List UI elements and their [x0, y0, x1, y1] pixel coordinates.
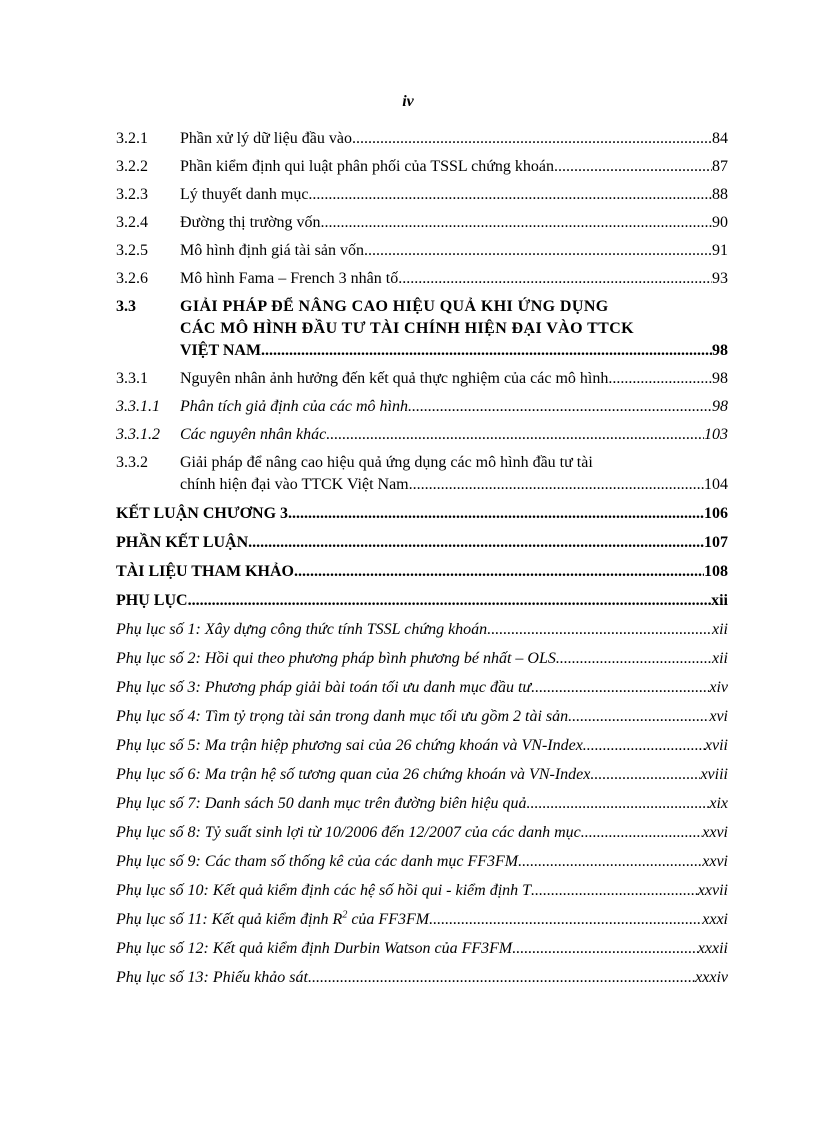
toc-entry-3-2-1[interactable] [116, 128, 728, 150]
dot-leader [308, 184, 712, 206]
section-number: 3.2.5 [116, 242, 148, 259]
entry-title [116, 909, 429, 931]
entry-title: KẾT LUẬN CHƯƠNG 3 [116, 505, 289, 522]
toc-entry-appendix-10[interactable] [116, 880, 728, 902]
page-ref: xxvii [697, 882, 728, 899]
dot-leader [581, 822, 702, 844]
dot-leader [527, 793, 710, 815]
dot-leader [408, 396, 712, 418]
dot-leader [261, 340, 712, 362]
entry-title: Nguyên nhân ảnh hưởng đến kết quả thực nghiệm của các mô hình [180, 370, 609, 387]
dot-leader [248, 532, 704, 554]
dot-leader [429, 909, 702, 931]
toc-entry-phu-luc[interactable] [116, 590, 728, 612]
page-ref: xvi [709, 708, 728, 725]
dot-leader [326, 424, 704, 446]
entry-title-line-2: CÁC MÔ HÌNH ĐẦU TƯ TÀI CHÍNH HIỆN ĐẠI VÀO TTCK [180, 320, 635, 337]
section-number: 3.2.4 [116, 214, 148, 231]
toc-entry-appendix-7[interactable] [116, 793, 728, 815]
page-ref: xxxiv [695, 969, 728, 986]
toc-entry-appendix-4[interactable] [116, 706, 728, 728]
table-of-contents [116, 128, 728, 989]
entry-title: Phụ lục số 3: Phương pháp giải bài toán tối ưu danh mục đầu tư [116, 679, 532, 696]
page-ref: 103 [704, 426, 728, 443]
entry-title: Lý thuyết danh mục [180, 186, 309, 203]
dot-leader [608, 368, 712, 390]
page-ref: 98 [712, 342, 728, 359]
dot-leader [352, 128, 712, 150]
entry-title-line-2: chính hiện đại vào TTCK Việt Nam [180, 476, 409, 493]
page-ref: xxvi [702, 853, 728, 870]
toc-entry-appendix-3[interactable] [116, 677, 728, 699]
page-ref: 98 [712, 398, 728, 415]
entry-title: Các nguyên nhân khác [180, 426, 327, 443]
superscript: 2 [342, 909, 348, 921]
entry-title: Phụ lục số 10: Kết quả kiểm định các hệ số hồi qui - kiểm định T [116, 882, 532, 899]
entry-title-part-a: Phụ lục số 11: Kết quả kiểm định R [116, 911, 343, 928]
page-ref: xxxii [697, 940, 728, 957]
page-ref: 87 [712, 158, 728, 175]
page-ref: 93 [712, 270, 728, 287]
entry-title-line-1: Giải pháp để nâng cao hiệu quả ứng dụng các mô hình đầu tư tài [180, 454, 593, 471]
entry-title: Phụ lục số 7: Danh sách 50 danh mục trên đường biên hiệu quả [116, 795, 527, 812]
entry-title: Phụ lục số 12: Kết quả kiểm định Durbin Watson của FF3FM [116, 940, 513, 957]
page-ref: xii [712, 621, 728, 638]
section-number: 3.2.2 [116, 158, 148, 175]
section-number: 3.2.1 [116, 130, 148, 147]
section-number: 3.3.1.1 [116, 398, 160, 415]
page-ref: xxvi [702, 824, 728, 841]
dot-leader [531, 880, 698, 902]
page-ref: xiv [709, 679, 728, 696]
entry-title: Mô hình định giá tài sản vốn [180, 242, 364, 259]
toc-entry-appendix-6[interactable] [116, 764, 728, 786]
page-ref: 90 [712, 214, 728, 231]
toc-entry-3-2-5[interactable] [116, 240, 728, 262]
page-number: iv [402, 93, 414, 110]
toc-entry-appendix-8[interactable] [116, 822, 728, 844]
entry-title: Phụ lục số 6: Ma trận hệ số tương quan của 26 chứng khoán và VN-Index [116, 766, 591, 783]
page-ref: 108 [704, 563, 728, 580]
page-ref: xvii [704, 737, 728, 754]
toc-entry-appendix-9[interactable] [116, 851, 728, 873]
page-ref: xii [711, 592, 728, 609]
page-ref: 104 [704, 476, 728, 493]
dot-leader [487, 619, 712, 641]
dot-leader [556, 648, 712, 670]
section-number: 3.2.6 [116, 270, 148, 287]
entry-title: Phần xử lý dữ liệu đầu vào [180, 130, 352, 147]
entry-title: Phụ lục số 1: Xây dựng công thức tính TSSL chứng khoán [116, 621, 488, 638]
dot-leader [590, 764, 700, 786]
toc-entry-appendix-12[interactable] [116, 938, 728, 960]
entry-title: Mô hình Fama – French 3 nhân tố [180, 270, 399, 287]
toc-entry-3-3-1-2[interactable] [116, 424, 728, 446]
toc-entry-appendix-13[interactable] [116, 967, 728, 989]
entry-title-part-b: của FF3FM [347, 911, 430, 928]
toc-entry-3-2-6[interactable] [116, 268, 728, 290]
dot-leader [398, 268, 712, 290]
section-number: 3.3.2 [116, 454, 148, 471]
entry-title: Phụ lục số 2: Hồi qui theo phương pháp bình phương bé nhất – OLS [116, 650, 556, 667]
toc-entry-3-3[interactable] [116, 296, 728, 362]
entry-title: Đường thị trường vốn [180, 214, 321, 231]
entry-title: Phụ lục số 9: Các tham số thống kê của các danh mục FF3FM [116, 853, 519, 870]
page-ref: xii [712, 650, 728, 667]
page-ref: 91 [712, 242, 728, 259]
dot-leader [583, 735, 705, 757]
toc-entry-3-2-3[interactable] [116, 184, 728, 206]
entry-title: Phân tích giả định của các mô hình [180, 398, 408, 415]
dot-leader [518, 851, 702, 873]
dot-leader [288, 503, 704, 525]
entry-title-line-3: VIỆT NAM [180, 342, 262, 359]
page-ref: xxxi [702, 911, 728, 928]
toc-entry-appendix-5[interactable] [116, 735, 728, 757]
page-ref: 106 [704, 505, 728, 522]
toc-entry-appendix-2[interactable] [116, 648, 728, 670]
toc-entry-3-2-2[interactable] [116, 156, 728, 178]
section-number: 3.3.1.2 [116, 426, 160, 443]
page-ref: xviii [700, 766, 728, 783]
dot-leader [364, 240, 712, 262]
toc-entry-3-2-4[interactable] [116, 212, 728, 234]
dot-leader [512, 938, 698, 960]
entry-title: Phụ lục số 4: Tìm tỷ trọng tài sản trong danh mục tối ưu gồm 2 tài sản [116, 708, 569, 725]
entry-title-line-1: GIẢI PHÁP ĐỂ NÂNG CAO HIỆU QUẢ KHI ỨNG DỤNG [180, 298, 609, 315]
page-ref: 84 [712, 130, 728, 147]
dot-leader [531, 677, 709, 699]
toc-entry-appendix-11[interactable] [116, 909, 728, 931]
section-number: 3.3.1 [116, 370, 148, 387]
dot-leader [554, 156, 712, 178]
dot-leader [294, 561, 704, 583]
dot-leader [409, 474, 704, 496]
toc-entry-ket-luan-chuong-3[interactable] [116, 503, 728, 525]
entry-title: Phụ lục số 13: Phiếu khảo sát [116, 969, 308, 986]
toc-entry-appendix-1[interactable] [116, 619, 728, 641]
toc-entry-3-3-2[interactable] [116, 452, 728, 496]
section-number: 3.2.3 [116, 186, 148, 203]
toc-entry-3-3-1[interactable] [116, 368, 728, 390]
dot-leader [308, 967, 695, 989]
entry-title: Phụ lục số 8: Tỷ suất sinh lợi từ 10/2006 đến 12/2007 của các danh mục [116, 824, 581, 841]
page-ref: 98 [712, 370, 728, 387]
dot-leader [320, 212, 712, 234]
dot-leader [568, 706, 709, 728]
entry-title: Phụ lục số 5: Ma trận hiệp phương sai của 26 chứng khoán và VN-Index [116, 737, 583, 754]
dot-leader [188, 590, 712, 612]
toc-entry-phan-ket-luan[interactable] [116, 532, 728, 554]
entry-title: TÀI LIỆU THAM KHẢO [116, 563, 294, 580]
section-number: 3.3 [116, 298, 136, 315]
entry-title: PHẦN KẾT LUẬN [116, 534, 249, 551]
entry-title: Phần kiểm định qui luật phân phối của TSSL chứng khoán [180, 158, 554, 175]
page-ref: 88 [712, 186, 728, 203]
entry-title: PHỤ LỤC [116, 592, 188, 609]
toc-entry-3-3-1-1[interactable] [116, 396, 728, 418]
page-ref: xix [709, 795, 728, 812]
page-ref: 107 [704, 534, 728, 551]
toc-entry-tai-lieu-tham-khao[interactable] [116, 561, 728, 583]
